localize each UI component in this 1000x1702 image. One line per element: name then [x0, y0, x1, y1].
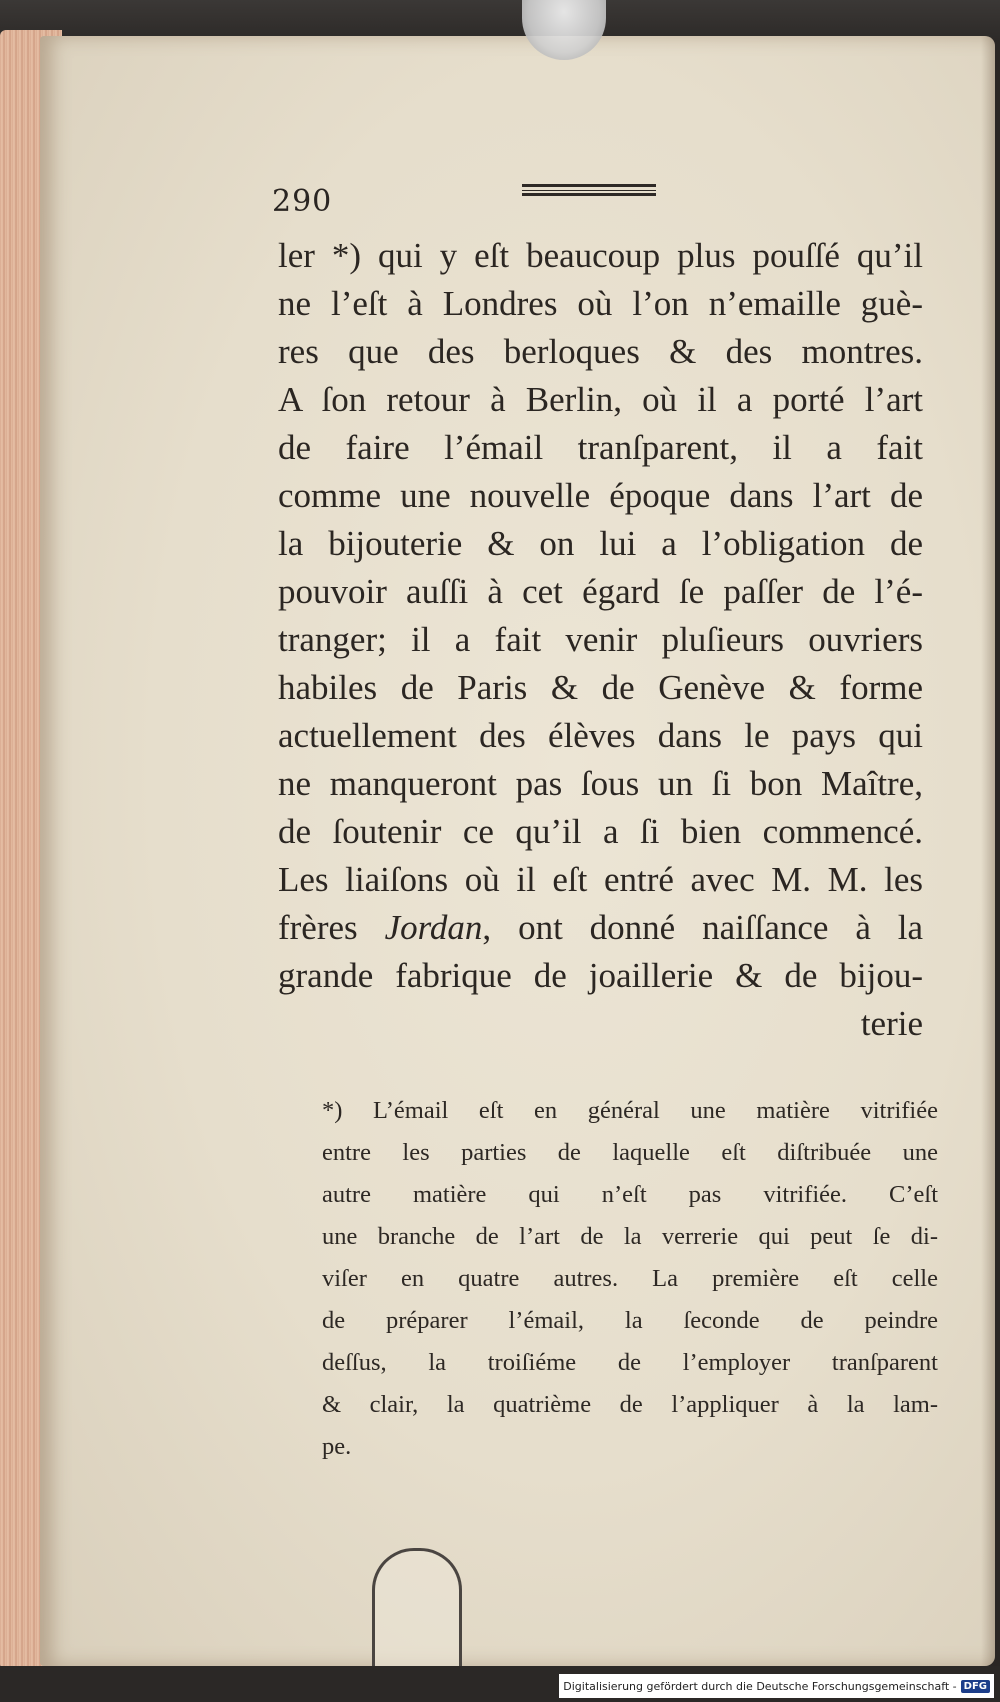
- page-shadow-edge: [981, 36, 995, 1666]
- digitization-credit: [559, 1674, 994, 1698]
- body-line-jordan: [278, 904, 923, 952]
- body-line: ne l’eſt à Londres où l’on n’emaille guè-: [278, 284, 923, 323]
- body-text: [278, 232, 923, 1048]
- jordan-line-before: frères: [278, 908, 385, 947]
- body-line: actuellement des élèves dans le pays qui: [278, 716, 923, 755]
- glass-clip-bottom: [372, 1548, 462, 1671]
- body-line: de faire l’émail tranſparent, il a fait: [278, 428, 923, 467]
- body-line: ler *) qui y eſt beaucoup plus pouſſé qu’il: [278, 236, 923, 275]
- header-rule: [522, 184, 656, 196]
- footnote-line: de préparer l’émail, la ſeconde de peindre: [322, 1307, 938, 1334]
- footnote-line: entre les parties de laquelle eſt diſtribuée une: [322, 1139, 938, 1166]
- scanner-top-border: [0, 0, 1000, 40]
- body-line: pouvoir auſſi à cet égard ſe paſſer de l’é-: [278, 572, 923, 611]
- footnote-line: *) L’émail eſt en général une matière vitrifiée: [322, 1097, 938, 1124]
- body-line: ne manqueront pas ſous un ſi bon Maître,: [278, 764, 923, 803]
- body-line: tranger; il a fait venir pluſieurs ouvriers: [278, 620, 923, 659]
- body-line: grande fabrique de joaillerie & de bijou-: [278, 956, 923, 995]
- footnote-line: une branche de l’art de la verrerie qui peut ſe di-: [322, 1223, 938, 1250]
- body-line: de ſoutenir ce qu’il a ſi bien commencé.: [278, 812, 923, 851]
- body-line: res que des berloques & des montres.: [278, 332, 923, 371]
- dfg-logo-icon: DFG: [961, 1680, 990, 1693]
- credit-text: Digitalisierung gefördert durch die Deutsche Forschungsgemeinschaft -: [563, 1679, 957, 1693]
- page-number: 290: [272, 184, 333, 219]
- footnote-line: & clair, la quatrième de l’appliquer à la lam-: [322, 1391, 938, 1418]
- body-line: habiles de Paris & de Genève & forme: [278, 668, 923, 707]
- body-line: Les liaiſons où il eſt entré avec M. M. les: [278, 860, 923, 899]
- body-line: A ſon retour à Berlin, où il a porté l’art: [278, 380, 923, 419]
- catchword: terie: [860, 1004, 923, 1043]
- footnote-line: deſſus, la troiſiéme de l’employer tranſparent: [322, 1349, 938, 1376]
- footnote-line: pe.: [322, 1433, 352, 1460]
- jordan-line-after: , ont donné naiſſance à la: [482, 908, 924, 947]
- footnote-line: autre matière qui n’eſt pas vitrifiée. C’eſt: [322, 1181, 938, 1208]
- body-line: comme une nouvelle époque dans l’art de: [278, 476, 923, 515]
- footnote: [322, 1090, 938, 1468]
- jordan-name: Jordan: [384, 908, 483, 947]
- footnote-line: viſer en quatre autres. La première eſt celle: [322, 1265, 938, 1292]
- body-line: la bijouterie & on lui a l’obligation de: [278, 524, 923, 563]
